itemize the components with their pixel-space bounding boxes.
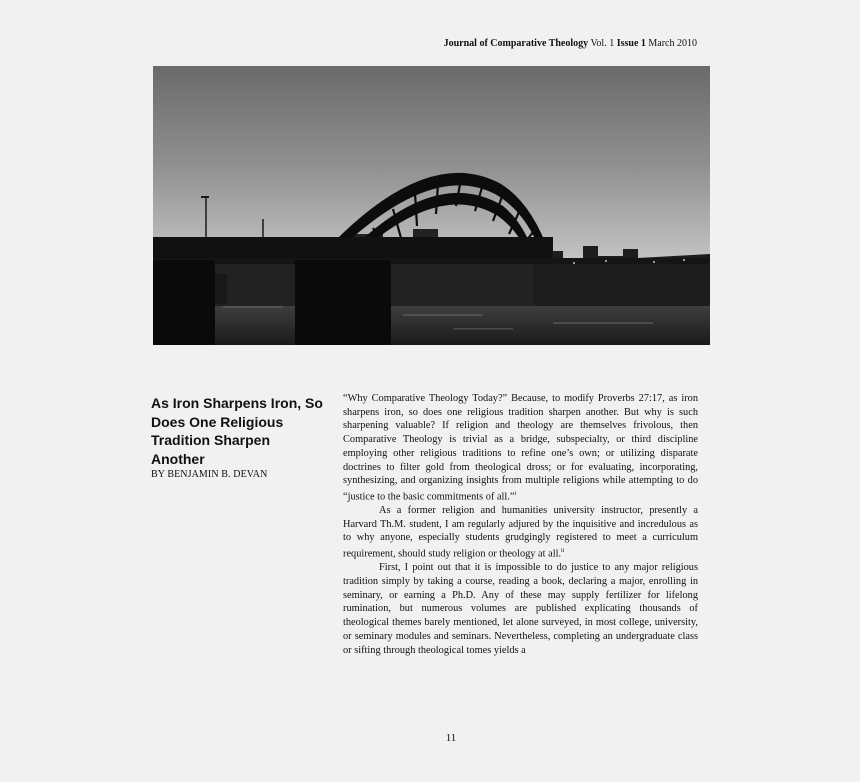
article-heading [151, 394, 326, 480]
article-body [343, 392, 698, 657]
issue: Issue 1 [616, 38, 646, 49]
bridge-photo-illustration [153, 66, 710, 345]
volume: Vol. 1 [590, 38, 615, 49]
issue-date: March 2010 [648, 38, 697, 49]
paragraph-1 [343, 392, 698, 504]
bridge-photo [153, 66, 710, 345]
article-title: As Iron Sharpens Iron, So Does One Religious Tradition Sharpen Another [151, 395, 323, 467]
paragraph-1-text: “Why Comparative Theology Today?” Because, to modify Proverbs 27:17, as iron sharpens iron, so does one religious tradition sharpen another. But why is such sharpening valuable? If religion and theology are themselves frivolous, then Comparative Theology is trivial as a bridge, subspecialty, or third discipline employing other religious traditions to refine one’s own; or utilizing disparate doctrines to filter gold from theological dross; or for evaluating, incorporating, synthesizing, and organizing insights from multiple religions while attempting to do “justice to the basic commitments of all.” [343, 393, 698, 503]
running-header [444, 38, 697, 49]
endnote-ref-2[interactable]: ii [561, 548, 565, 555]
paragraph-3 [343, 561, 698, 657]
journal-name: Journal of Comparative Theology [443, 38, 589, 49]
page-number: 11 [445, 732, 457, 744]
paragraph-2-text: As a former religion and humanities university instructor, presently a Harvard Th.M. student, I am regularly adjured by the inquisitive and incredulous as to why anyone, especially students grudgingly registered to meet a curriculum requirement, should study religion or theology at all. [343, 505, 698, 560]
paragraph-2 [343, 504, 698, 561]
endnote-ref-1[interactable]: i [514, 490, 517, 497]
article-byline: BY BENJAMIN B. DEVAN [151, 469, 268, 480]
paragraph-3-text: First, I point out that it is impossible to do justice to any major religious tradition simply by taking a course, reading a book, declaring a major, enrolling in seminary, or earning a Ph.D. Any of these may supply fertilizer for lifelong rumination, but numerous volumes are published explicating thousands of theological themes barely mentioned, let alone surveyed, in most college, university, or seminary modules and seminars. Nevertheless, completing an undergraduate class or sifting through theological tomes yields a [343, 562, 698, 656]
